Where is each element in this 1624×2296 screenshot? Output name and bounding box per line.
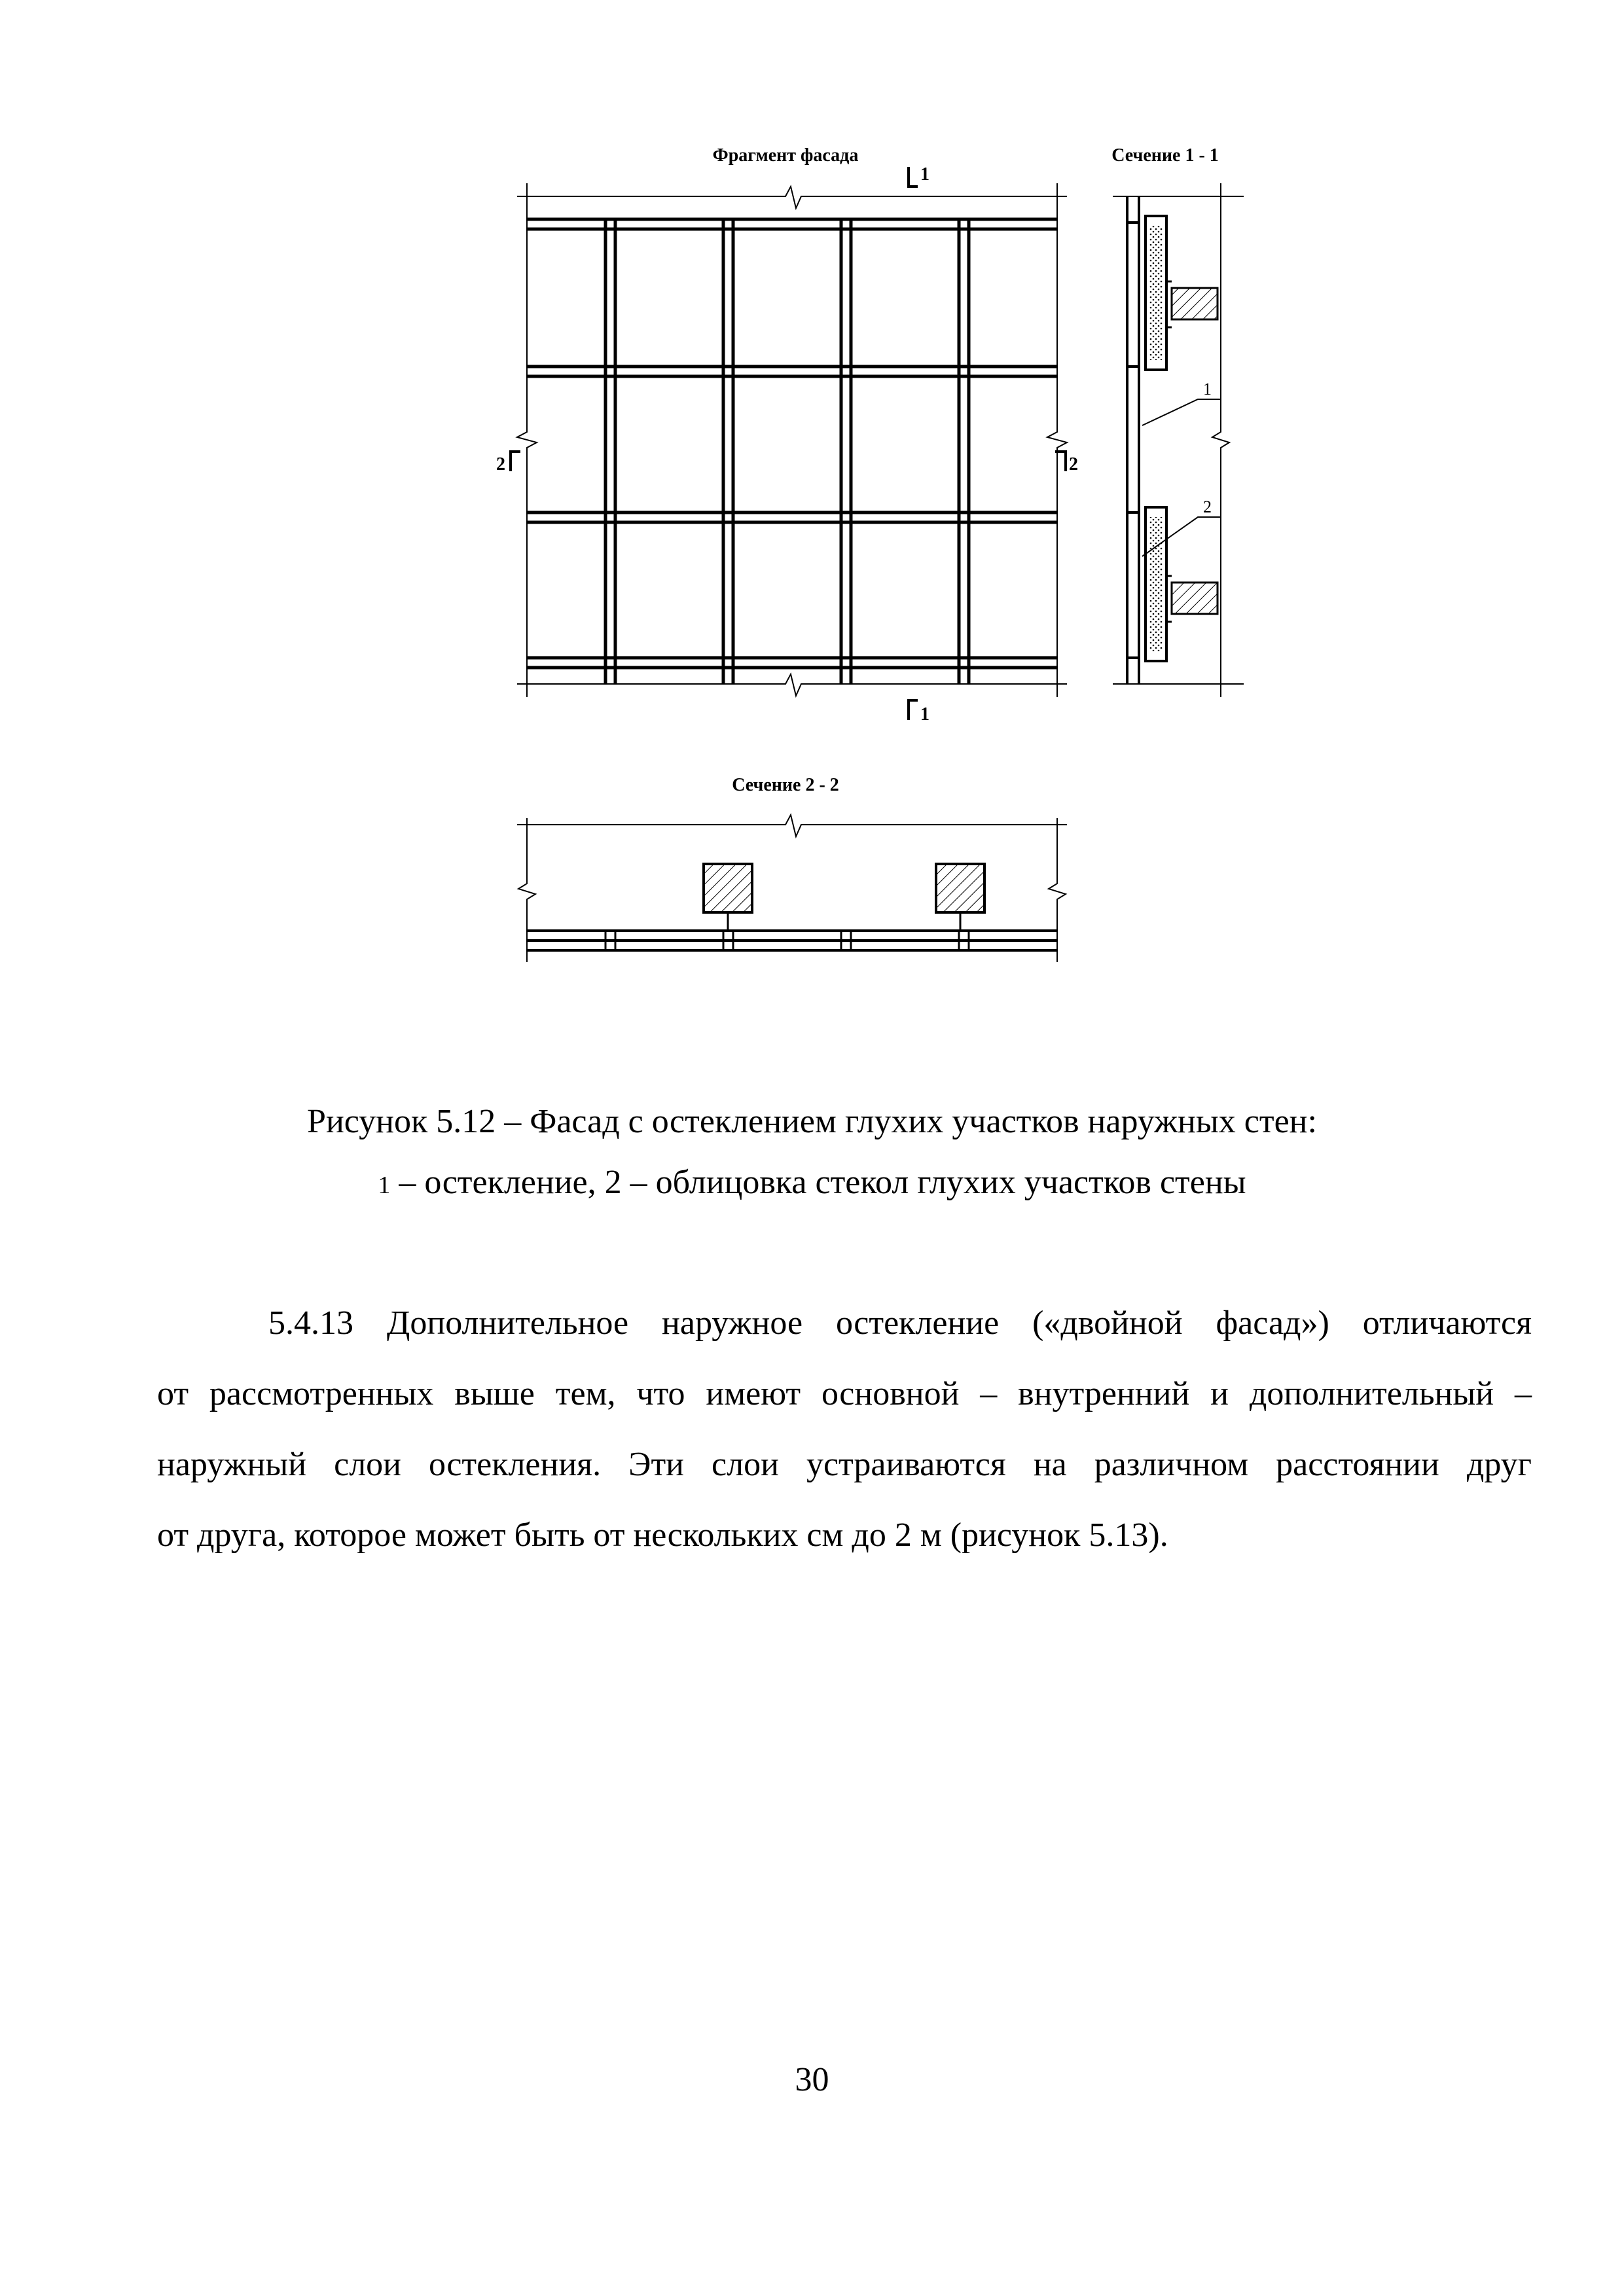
paragraph-line: от друга, которое может быть от нескольких см до 2 м (рисунок 5.13). <box>157 1516 1168 1554</box>
section-2-2-title: Сечение 2 - 2 <box>732 775 839 795</box>
facade-figure <box>0 0 1624 1021</box>
section-1-1 <box>1113 183 1244 697</box>
figure-caption-line2 <box>0 1162 1624 1206</box>
paragraph-line: от рассмотренных выше тем, что имеют основной – внутренний и дополнительный – <box>157 1375 1532 1412</box>
break-line-top <box>517 187 1067 208</box>
facade-title: Фрагмент фасада <box>712 145 859 166</box>
cut-label-2-right: 2 <box>1069 454 1078 475</box>
cut-mark-2-left <box>511 452 520 471</box>
paragraph-line: наружный слои остекления. Эти слои устраиваются на различном расстоянии друг <box>157 1446 1532 1483</box>
callout-label-2: 2 <box>1203 497 1212 516</box>
break-line-section-2-top <box>517 815 1067 836</box>
cut-mark-1-bottom <box>909 700 918 720</box>
facade-grid <box>527 219 1057 684</box>
facade-fragment <box>511 167 1067 720</box>
caption-legend: – остекление, 2 – облицовка стекол глухих участков стены <box>390 1164 1246 1201</box>
paragraph-line: 5.4.13 Дополнительное наружное остекление («двойной фасад») отличаются <box>268 1304 1532 1342</box>
break-line-right <box>1047 183 1067 697</box>
figure-caption-line1: Рисунок 5.12 – Фасад с остеклением глухих участков наружных стен: <box>307 1103 1317 1140</box>
cut-label-1-bottom: 1 <box>920 704 929 725</box>
callout-leader-1 <box>1142 399 1221 425</box>
callout-label-1: 1 <box>1203 380 1212 399</box>
cut-mark-1-top <box>909 167 918 187</box>
cut-label-2-left: 2 <box>496 454 505 475</box>
section-1-1-title: Сечение 1 - 1 <box>1111 145 1219 166</box>
column-right <box>936 864 984 912</box>
section-2-2 <box>517 815 1067 962</box>
break-line-left <box>517 183 537 697</box>
break-line-bottom <box>517 674 1067 696</box>
paragraph-5-4-13 <box>157 1288 1532 1571</box>
break-line-section-right <box>1212 183 1229 697</box>
caption-number: 1 <box>378 1172 391 1199</box>
page-number: 30 <box>795 2061 829 2098</box>
cut-label-1-top: 1 <box>920 164 929 185</box>
column-left <box>704 864 752 912</box>
